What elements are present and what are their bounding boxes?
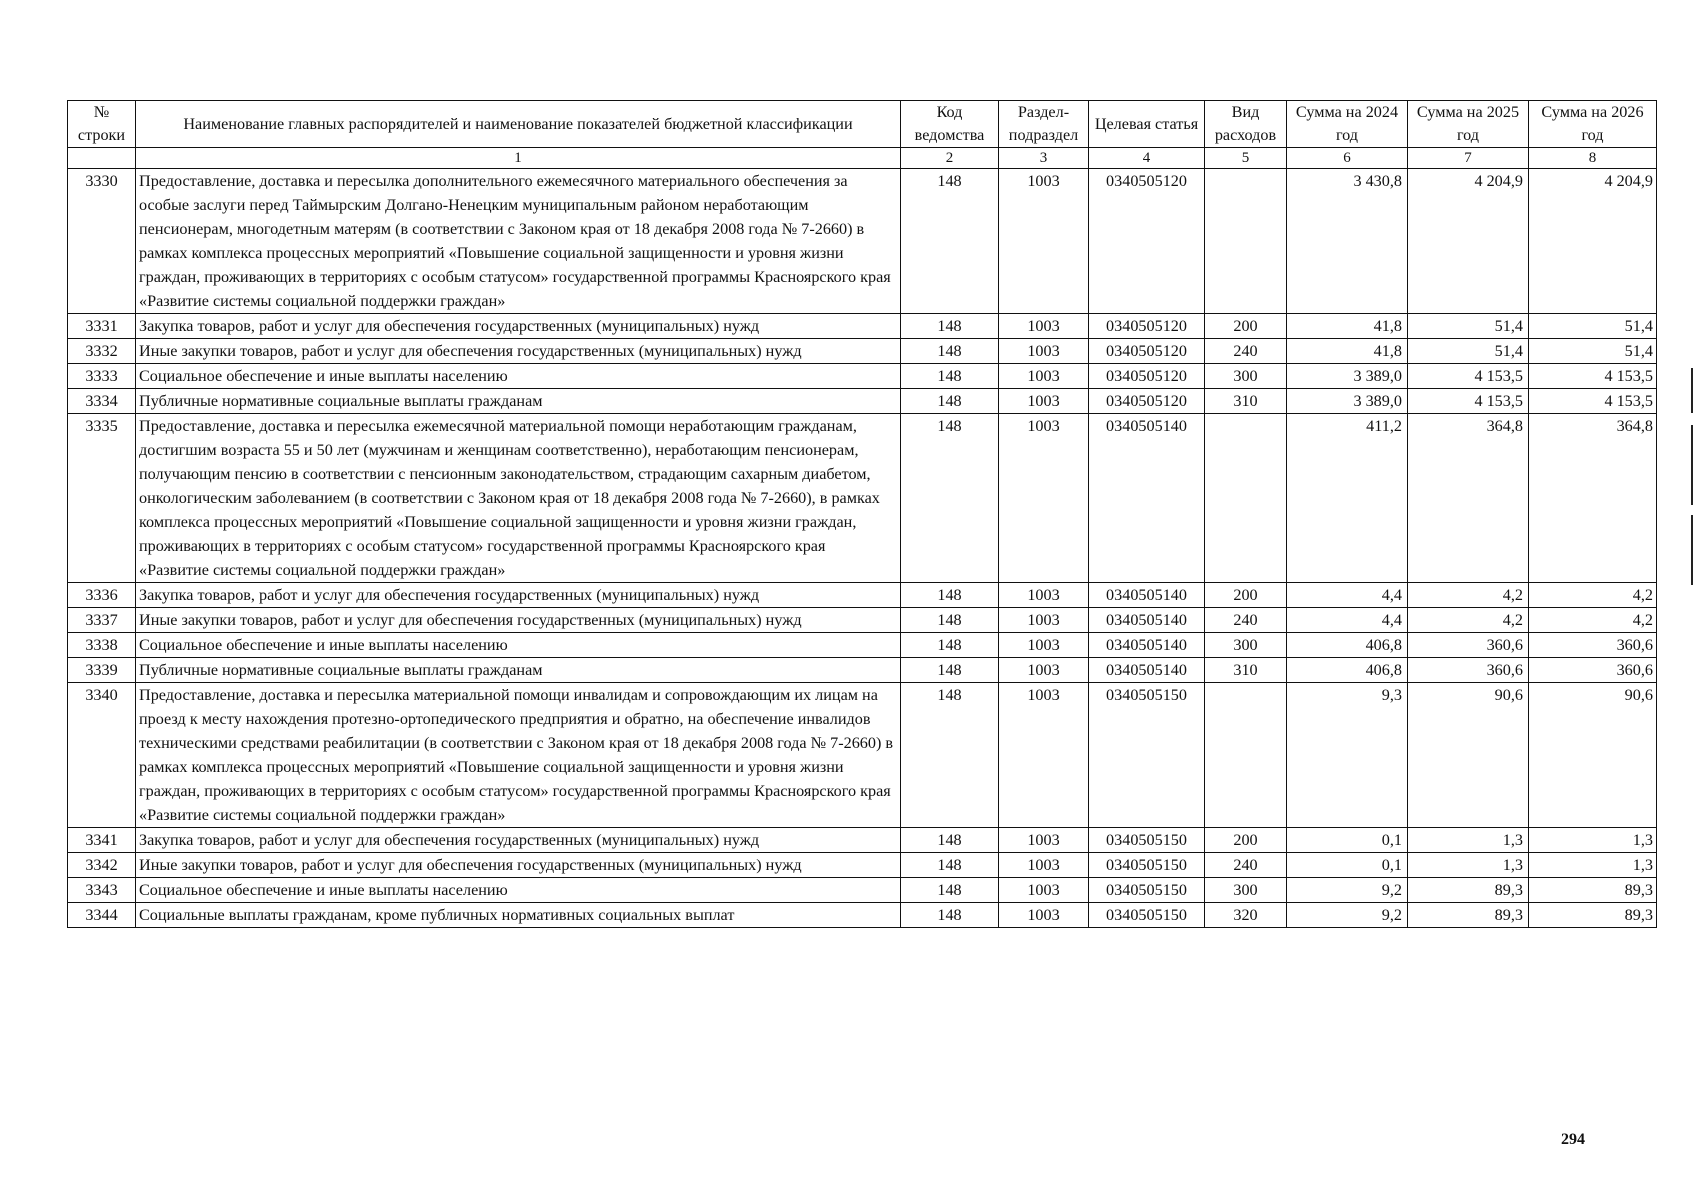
- row-sum-2026: 4 204,9: [1529, 169, 1657, 314]
- row-sum-2026: 1,3: [1529, 853, 1657, 878]
- row-target: 0340505120: [1089, 389, 1205, 414]
- row-section: 1003: [999, 169, 1089, 314]
- table-row: [68, 608, 1657, 633]
- row-name: Социальное обеспечение и иные выплаты населению: [136, 633, 901, 658]
- column-number: 1: [136, 148, 901, 169]
- row-section: 1003: [999, 683, 1089, 828]
- row-expense-type: 300: [1205, 633, 1287, 658]
- row-target: 0340505140: [1089, 633, 1205, 658]
- row-sum-2025: 89,3: [1408, 878, 1529, 903]
- row-expense-type: 240: [1205, 339, 1287, 364]
- row-sum-2026: 364,8: [1529, 414, 1657, 583]
- row-section: 1003: [999, 853, 1089, 878]
- row-section: 1003: [999, 314, 1089, 339]
- row-expense-type: 240: [1205, 853, 1287, 878]
- row-sum-2026: 360,6: [1529, 633, 1657, 658]
- row-sum-2026: 360,6: [1529, 658, 1657, 683]
- row-sum-2026: 51,4: [1529, 314, 1657, 339]
- row-sum-2025: 4 204,9: [1408, 169, 1529, 314]
- row-sum-2025: 4,2: [1408, 608, 1529, 633]
- row-sum-2025: 51,4: [1408, 339, 1529, 364]
- row-sum-2025: 89,3: [1408, 903, 1529, 928]
- row-expense-type: 300: [1205, 878, 1287, 903]
- row-target: 0340505150: [1089, 878, 1205, 903]
- row-name: Публичные нормативные социальные выплаты гражданам: [136, 389, 901, 414]
- row-section: 1003: [999, 583, 1089, 608]
- row-dept-code: 148: [901, 364, 999, 389]
- row-section: 1003: [999, 658, 1089, 683]
- row-dept-code: 148: [901, 683, 999, 828]
- row-sum-2024: 4,4: [1287, 608, 1408, 633]
- row-dept-code: 148: [901, 903, 999, 928]
- row-sum-2025: 360,6: [1408, 658, 1529, 683]
- row-section: 1003: [999, 364, 1089, 389]
- row-expense-type: 320: [1205, 903, 1287, 928]
- row-number: 3336: [68, 583, 136, 608]
- column-number: [68, 148, 136, 169]
- row-sum-2026: 4 153,5: [1529, 389, 1657, 414]
- header-name: Наименование главных распорядителей и наименование показателей бюджетной классификации: [136, 101, 901, 148]
- row-sum-2026: 51,4: [1529, 339, 1657, 364]
- row-sum-2025: 360,6: [1408, 633, 1529, 658]
- table-row: [68, 314, 1657, 339]
- table-row: [68, 339, 1657, 364]
- row-sum-2026: 4,2: [1529, 608, 1657, 633]
- row-target: 0340505120: [1089, 169, 1205, 314]
- row-number: 3338: [68, 633, 136, 658]
- column-number: 7: [1408, 148, 1529, 169]
- header-row: [68, 101, 1657, 148]
- row-sum-2024: 3 389,0: [1287, 389, 1408, 414]
- row-dept-code: 148: [901, 878, 999, 903]
- row-number: 3341: [68, 828, 136, 853]
- header-sum-2026: Сумма на 2026 год: [1529, 101, 1657, 148]
- row-section: 1003: [999, 903, 1089, 928]
- scan-edge-mark: [1691, 425, 1693, 505]
- table-row: [68, 878, 1657, 903]
- row-name: Социальное обеспечение и иные выплаты населению: [136, 364, 901, 389]
- row-expense-type: 310: [1205, 389, 1287, 414]
- row-sum-2026: 4,2: [1529, 583, 1657, 608]
- row-sum-2024: 3 430,8: [1287, 169, 1408, 314]
- column-number: 4: [1089, 148, 1205, 169]
- budget-table: [67, 100, 1657, 928]
- row-name: Закупка товаров, работ и услуг для обеспечения государственных (муниципальных) нужд: [136, 828, 901, 853]
- row-number: 3334: [68, 389, 136, 414]
- row-section: 1003: [999, 633, 1089, 658]
- row-name: Иные закупки товаров, работ и услуг для обеспечения государственных (муниципальных) нужд: [136, 339, 901, 364]
- scan-edge-mark: [1691, 368, 1693, 413]
- row-name: Закупка товаров, работ и услуг для обеспечения государственных (муниципальных) нужд: [136, 314, 901, 339]
- row-expense-type: [1205, 169, 1287, 314]
- row-expense-type: 200: [1205, 828, 1287, 853]
- row-name: Предоставление, доставка и пересылка ежемесячной материальной помощи неработающим гражданам, достигшим возраста 55 и 50 лет (мужчинам и женщинам соответственно), неработающим пенсионерам, получающим пенсию в соответствии с пенсионным законодательством, страдающим сахарным диабетом, онкологическим заболеванием (в соответствии с Законом края от 18 декабря 2008 года № 7-2660), в рамках комплекса процессных мероприятий «Повышение социальной защищенности и уровня жизни граждан, проживающих в территориях с особым статусом» государственной программы Красноярского края «Развитие системы социальной поддержки граждан»: [136, 414, 901, 583]
- row-number: 3335: [68, 414, 136, 583]
- row-expense-type: [1205, 683, 1287, 828]
- row-sum-2025: 1,3: [1408, 828, 1529, 853]
- row-sum-2026: 4 153,5: [1529, 364, 1657, 389]
- table-row: [68, 583, 1657, 608]
- row-number: 3339: [68, 658, 136, 683]
- row-dept-code: 148: [901, 853, 999, 878]
- row-target: 0340505140: [1089, 414, 1205, 583]
- row-target: 0340505150: [1089, 903, 1205, 928]
- table-row: [68, 389, 1657, 414]
- row-target: 0340505120: [1089, 339, 1205, 364]
- row-expense-type: 240: [1205, 608, 1287, 633]
- row-expense-type: 200: [1205, 583, 1287, 608]
- row-name: Иные закупки товаров, работ и услуг для обеспечения государственных (муниципальных) нужд: [136, 853, 901, 878]
- row-section: 1003: [999, 878, 1089, 903]
- row-sum-2025: 1,3: [1408, 853, 1529, 878]
- row-target: 0340505140: [1089, 608, 1205, 633]
- row-section: 1003: [999, 608, 1089, 633]
- row-sum-2025: 4 153,5: [1408, 389, 1529, 414]
- row-number: 3337: [68, 608, 136, 633]
- row-name: Иные закупки товаров, работ и услуг для обеспечения государственных (муниципальных) нужд: [136, 608, 901, 633]
- row-sum-2026: 89,3: [1529, 903, 1657, 928]
- row-dept-code: 148: [901, 583, 999, 608]
- row-sum-2024: 41,8: [1287, 339, 1408, 364]
- row-name: Социальное обеспечение и иные выплаты населению: [136, 878, 901, 903]
- row-expense-type: [1205, 414, 1287, 583]
- row-target: 0340505150: [1089, 683, 1205, 828]
- row-sum-2024: 9,2: [1287, 903, 1408, 928]
- row-expense-type: 200: [1205, 314, 1287, 339]
- budget-table-sheet: [67, 100, 1656, 928]
- scan-edge-mark: [1691, 515, 1693, 585]
- row-name: Социальные выплаты гражданам, кроме публичных нормативных социальных выплат: [136, 903, 901, 928]
- header-expense-type: Вид расходов: [1205, 101, 1287, 148]
- row-dept-code: 148: [901, 608, 999, 633]
- row-dept-code: 148: [901, 169, 999, 314]
- row-number: 3330: [68, 169, 136, 314]
- column-numbers-row: [68, 148, 1657, 169]
- row-sum-2024: 9,3: [1287, 683, 1408, 828]
- row-target: 0340505120: [1089, 364, 1205, 389]
- row-target: 0340505140: [1089, 658, 1205, 683]
- row-sum-2025: 4,2: [1408, 583, 1529, 608]
- row-sum-2024: 41,8: [1287, 314, 1408, 339]
- row-number: 3331: [68, 314, 136, 339]
- column-number: 2: [901, 148, 999, 169]
- row-dept-code: 148: [901, 339, 999, 364]
- table-row: [68, 683, 1657, 828]
- row-dept-code: 148: [901, 633, 999, 658]
- table-row: [68, 414, 1657, 583]
- row-sum-2025: 4 153,5: [1408, 364, 1529, 389]
- table-row: [68, 364, 1657, 389]
- row-section: 1003: [999, 414, 1089, 583]
- row-number: 3343: [68, 878, 136, 903]
- header-section: Раздел-подраздел: [999, 101, 1089, 148]
- row-sum-2024: 411,2: [1287, 414, 1408, 583]
- row-number: 3342: [68, 853, 136, 878]
- row-sum-2024: 406,8: [1287, 633, 1408, 658]
- row-sum-2026: 89,3: [1529, 878, 1657, 903]
- column-number: 5: [1205, 148, 1287, 169]
- header-sum-2025: Сумма на 2025 год: [1408, 101, 1529, 148]
- row-sum-2024: 3 389,0: [1287, 364, 1408, 389]
- table-row: [68, 633, 1657, 658]
- row-number: 3344: [68, 903, 136, 928]
- row-target: 0340505150: [1089, 828, 1205, 853]
- row-dept-code: 148: [901, 658, 999, 683]
- row-number: 3333: [68, 364, 136, 389]
- header-dept-code: Код ведомства: [901, 101, 999, 148]
- row-sum-2025: 51,4: [1408, 314, 1529, 339]
- table-row: [68, 658, 1657, 683]
- row-section: 1003: [999, 339, 1089, 364]
- row-target: 0340505120: [1089, 314, 1205, 339]
- row-dept-code: 148: [901, 828, 999, 853]
- column-number: 8: [1529, 148, 1657, 169]
- row-sum-2026: 90,6: [1529, 683, 1657, 828]
- header-sum-2024: Сумма на 2024 год: [1287, 101, 1408, 148]
- table-row: [68, 853, 1657, 878]
- row-expense-type: 300: [1205, 364, 1287, 389]
- row-sum-2024: 0,1: [1287, 853, 1408, 878]
- row-number: 3332: [68, 339, 136, 364]
- header-row-no: № строки: [68, 101, 136, 148]
- row-target: 0340505140: [1089, 583, 1205, 608]
- row-dept-code: 148: [901, 314, 999, 339]
- row-sum-2025: 90,6: [1408, 683, 1529, 828]
- page-number: 294: [1561, 1131, 1585, 1148]
- row-target: 0340505150: [1089, 853, 1205, 878]
- row-sum-2024: 406,8: [1287, 658, 1408, 683]
- row-sum-2025: 364,8: [1408, 414, 1529, 583]
- row-name: Закупка товаров, работ и услуг для обеспечения государственных (муниципальных) нужд: [136, 583, 901, 608]
- row-expense-type: 310: [1205, 658, 1287, 683]
- table-row: [68, 903, 1657, 928]
- row-dept-code: 148: [901, 414, 999, 583]
- row-section: 1003: [999, 828, 1089, 853]
- column-number: 3: [999, 148, 1089, 169]
- row-name: Предоставление, доставка и пересылка дополнительного ежемесячного материального обеспечения за особые заслуги перед Таймырским Долгано-Ненецким муниципальным районом неработающим пенсионерам, многодетным матерям (в соответствии с Законом края от 18 декабря 2008 года № 7-2660) в рамках комплекса процессных мероприятий «Повышение социальной защищенности и уровня жизни граждан, проживающих в территориях с особым статусом» государственной программы Красноярского края «Развитие системы социальной поддержки граждан»: [136, 169, 901, 314]
- row-name: Публичные нормативные социальные выплаты гражданам: [136, 658, 901, 683]
- row-section: 1003: [999, 389, 1089, 414]
- table-row: [68, 169, 1657, 314]
- row-name: Предоставление, доставка и пересылка материальной помощи инвалидам и сопровождающим их лицам на проезд к месту нахождения протезно-ортопедического предприятия и обратно, на обеспечение инвалидов техническими средствами реабилитации (в соответствии с Законом края от 18 декабря 2008 года № 7-2660) в рамках комплекса процессных мероприятий «Повышение социальной защищенности и уровня жизни граждан, проживающих в территориях с особым статусом» государственной программы Красноярского края «Развитие системы социальной поддержки граждан»: [136, 683, 901, 828]
- row-sum-2024: 0,1: [1287, 828, 1408, 853]
- row-sum-2026: 1,3: [1529, 828, 1657, 853]
- header-target: Целевая статья: [1089, 101, 1205, 148]
- row-dept-code: 148: [901, 389, 999, 414]
- row-sum-2024: 9,2: [1287, 878, 1408, 903]
- row-sum-2024: 4,4: [1287, 583, 1408, 608]
- row-number: 3340: [68, 683, 136, 828]
- table-row: [68, 828, 1657, 853]
- column-number: 6: [1287, 148, 1408, 169]
